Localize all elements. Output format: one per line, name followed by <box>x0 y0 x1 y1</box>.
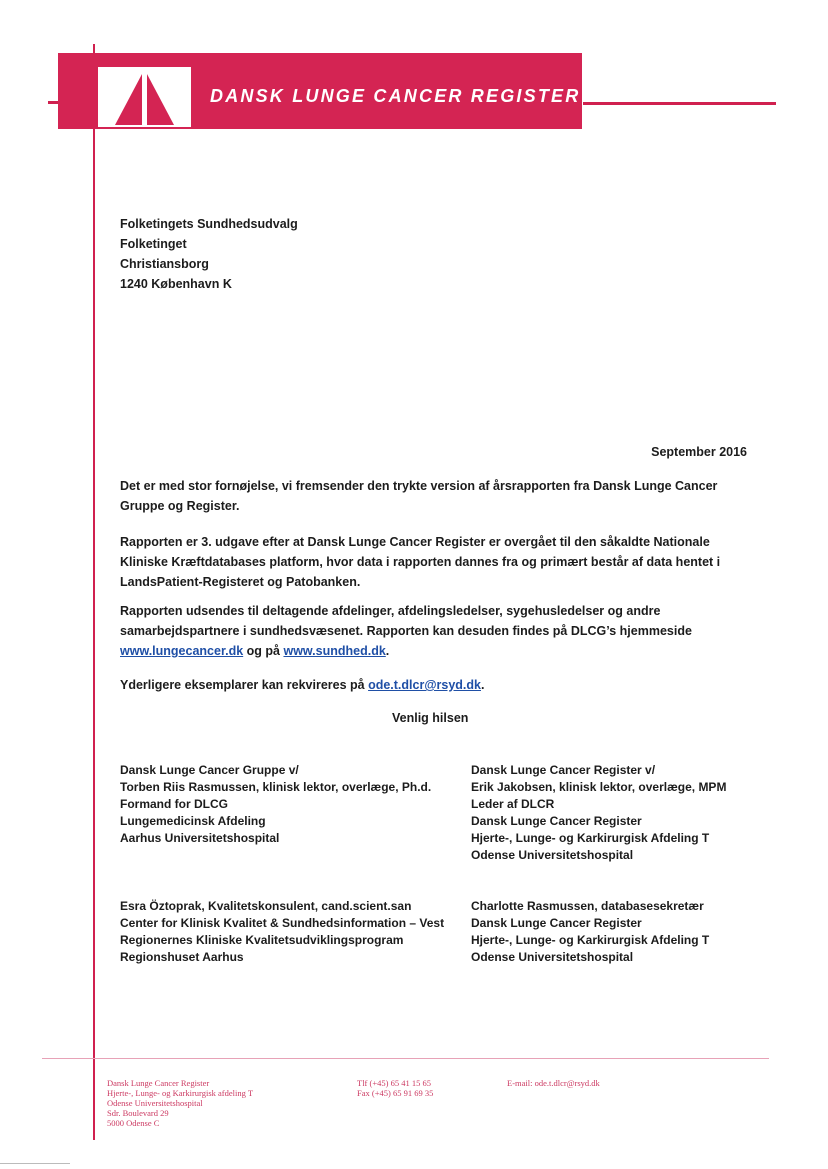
paragraph-text: og på <box>243 644 284 658</box>
signature-line: Torben Riis Rasmussen, klinisk lektor, overlæge, Ph.d. <box>120 780 432 794</box>
signature-line: Regionernes Kliniske Kvalitetsudviklingsprogram <box>120 933 404 947</box>
paragraph-text: . <box>385 644 390 658</box>
greeting: Venlig hilsen <box>392 711 469 725</box>
paragraph-text: . <box>481 678 485 692</box>
lungecancer-link[interactable]: www.lungecancer.dk <box>120 644 244 658</box>
footer-line: Tlf (+45) 65 41 15 65 <box>357 1078 431 1088</box>
signature-line: Dansk Lunge Cancer Register v/ <box>471 763 656 777</box>
page-edge-mark <box>0 1163 70 1164</box>
footer-line: Odense Universitetshospital <box>107 1098 203 1108</box>
signature-line: Dansk Lunge Cancer Register <box>471 814 642 828</box>
signature-line: Dansk Lunge Cancer Gruppe v/ <box>120 763 299 777</box>
paragraph-intro: Det er med stor fornøjelse, vi fremsender den trykte version af årsrapporten fra Dansk Lunge Cancer Gruppe og Register. <box>120 479 718 513</box>
recipient-line: 1240 København K <box>120 277 232 291</box>
footer-rule <box>42 1058 769 1059</box>
header-banner <box>58 53 582 129</box>
email-link[interactable]: ode.t.dlcr@rsyd.dk <box>368 678 481 692</box>
signature-line: Hjerte-, Lunge- og Karkirurgisk Afdeling T <box>471 933 710 947</box>
signature-line: Formand for DLCG <box>120 797 228 811</box>
footer-line: Sdr. Boulevard 29 <box>107 1108 169 1118</box>
footer-line: Fax (+45) 65 91 69 35 <box>357 1088 434 1098</box>
signature-consultant <box>120 898 444 966</box>
signature-line: Erik Jakobsen, klinisk lektor, overlæge, MPM <box>471 780 727 794</box>
signature-line: Odense Universitetshospital <box>471 950 634 964</box>
header-title: DANSK LUNGE CANCER REGISTER <box>210 86 581 106</box>
footer-address <box>107 1078 253 1128</box>
margin-vertical-rule <box>93 44 95 1140</box>
signature-line: Dansk Lunge Cancer Register <box>471 916 642 930</box>
signature-dlcg <box>120 762 431 847</box>
signature-line: Charlotte Rasmussen, databasesekretær <box>471 899 704 913</box>
signature-line: Odense Universitetshospital <box>471 848 634 862</box>
paragraph-distribution <box>120 601 760 661</box>
signature-line: Lungemedicinsk Afdeling <box>120 814 266 828</box>
signature-line: Esra Öztoprak, Kvalitetskonsulent, cand.scient.san <box>120 899 412 913</box>
logo-box <box>98 67 191 127</box>
footer-phone <box>357 1078 433 1098</box>
header-rule-right <box>583 102 776 105</box>
footer-line: 5000 Odense C <box>107 1118 160 1128</box>
signature-dlcr <box>471 762 726 864</box>
footer-line: Hjerte-, Lunge- og Karkirurgisk afdeling T <box>107 1088 254 1098</box>
signature-secretary <box>471 898 709 966</box>
paragraph-text: Yderligere eksemplarer kan rekvireres på <box>120 678 369 692</box>
recipient-line: Christiansborg <box>120 257 209 271</box>
letter-date: September 2016 <box>651 445 747 459</box>
signature-line: Center for Klinisk Kvalitet & Sundhedsinformation – Vest <box>120 916 445 930</box>
footer-email: E-mail: ode.t.dlcr@rsyd.dk <box>507 1078 600 1088</box>
signature-line: Regionshuset Aarhus <box>120 950 244 964</box>
signature-line: Hjerte-, Lunge- og Karkirurgisk Afdeling T <box>471 831 710 845</box>
sundhed-link[interactable]: www.sundhed.dk <box>283 644 386 658</box>
dlcr-logo-icon <box>98 67 191 127</box>
paragraph-copies <box>120 675 760 695</box>
recipient-line: Folketingets Sundhedsudvalg <box>120 217 298 231</box>
paragraph-edition: Rapporten er 3. udgave efter at Dansk Lunge Cancer Register er overgået til den såkaldte Nationale Kliniske Kræftdatabases platform, hvor data i rapporten dannes fra og primært består af data hentet i LandsPatient-Registeret og Patobanken. <box>120 535 721 589</box>
paragraph-text: Rapporten udsendes til deltagende afdelinger, afdelingsledelser, sygehusledelser og andre samarbejdspartnere i sundhedsvæsenet. Rapporten kan desuden findes på DLCG’s hjemmeside <box>120 604 692 638</box>
footer-line: Dansk Lunge Cancer Register <box>107 1078 210 1088</box>
recipient-line: Folketinget <box>120 237 187 251</box>
recipient-address <box>120 214 298 294</box>
signature-line: Aarhus Universitetshospital <box>120 831 280 845</box>
signature-line: Leder af DLCR <box>471 797 555 811</box>
header-rule-left <box>48 101 58 104</box>
